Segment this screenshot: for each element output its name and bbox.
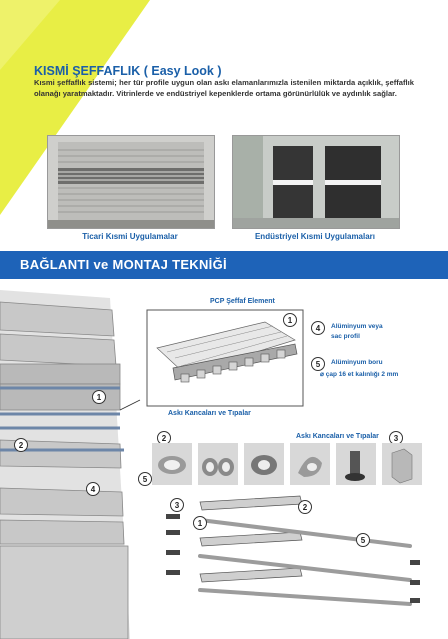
band-title: BAĞLANTI ve MONTAJ TEKNİĞİ (20, 257, 227, 272)
part5-line1: Alüminyum boru (331, 359, 383, 366)
industrial-photo (232, 135, 400, 229)
shutter-diagram (0, 290, 150, 639)
callout-1-pcp: 1 (283, 313, 297, 327)
commercial-caption: Ticari Kısmi Uygulamalar (82, 232, 178, 241)
callout-2-left: 2 (14, 438, 28, 452)
callout-4-left: 4 (86, 482, 100, 496)
callout-3-parts: 3 (389, 431, 403, 445)
industrial-caption: Endüstriyel Kısmi Uygulamaları (254, 232, 376, 241)
pcp-label: PCP Şeffaf Element (210, 298, 275, 305)
intro-text: Kısmi şeffaflık sistemi; her tür profile uygun olan askı elamanlarımızla istenilen miktarda açıklık, şeffaflık olanağı yaratmaktadır. Vitrinlerde ve endüstriyel kepenklerde ortama görünürlülük ve aydınlık sağlar. (34, 78, 414, 98)
part4-line2: sac profil (331, 333, 360, 340)
hooks-label-2: Askı Kancaları ve Tıpalar (296, 433, 379, 440)
callout-3-assembly: 3 (170, 498, 184, 512)
exploded-assembly (160, 490, 430, 610)
hook-parts-photos (152, 443, 422, 487)
callout-2-assembly: 2 (298, 500, 312, 514)
callout-5-right: 5 (311, 357, 325, 371)
callout-5-assembly: 5 (356, 533, 370, 547)
section-title: KISMİ ŞEFFAFLIK ( Easy Look ) (34, 64, 222, 78)
callout-4-right: 4 (311, 321, 325, 335)
commercial-photo (47, 135, 215, 229)
hooks-label-1: Askı Kancaları ve Tıpalar (168, 410, 251, 417)
pcp-element-drawing (145, 308, 305, 408)
part4-line1: Alüminyum veya (331, 323, 383, 330)
callout-5-left: 5 (138, 472, 152, 486)
callout-2-parts: 2 (157, 431, 171, 445)
callout-1-left: 1 (92, 390, 106, 404)
callout-1-assembly: 1 (193, 516, 207, 530)
part5-line2: ⌀ çap 16 et kalınlığı 2 mm (320, 371, 399, 378)
